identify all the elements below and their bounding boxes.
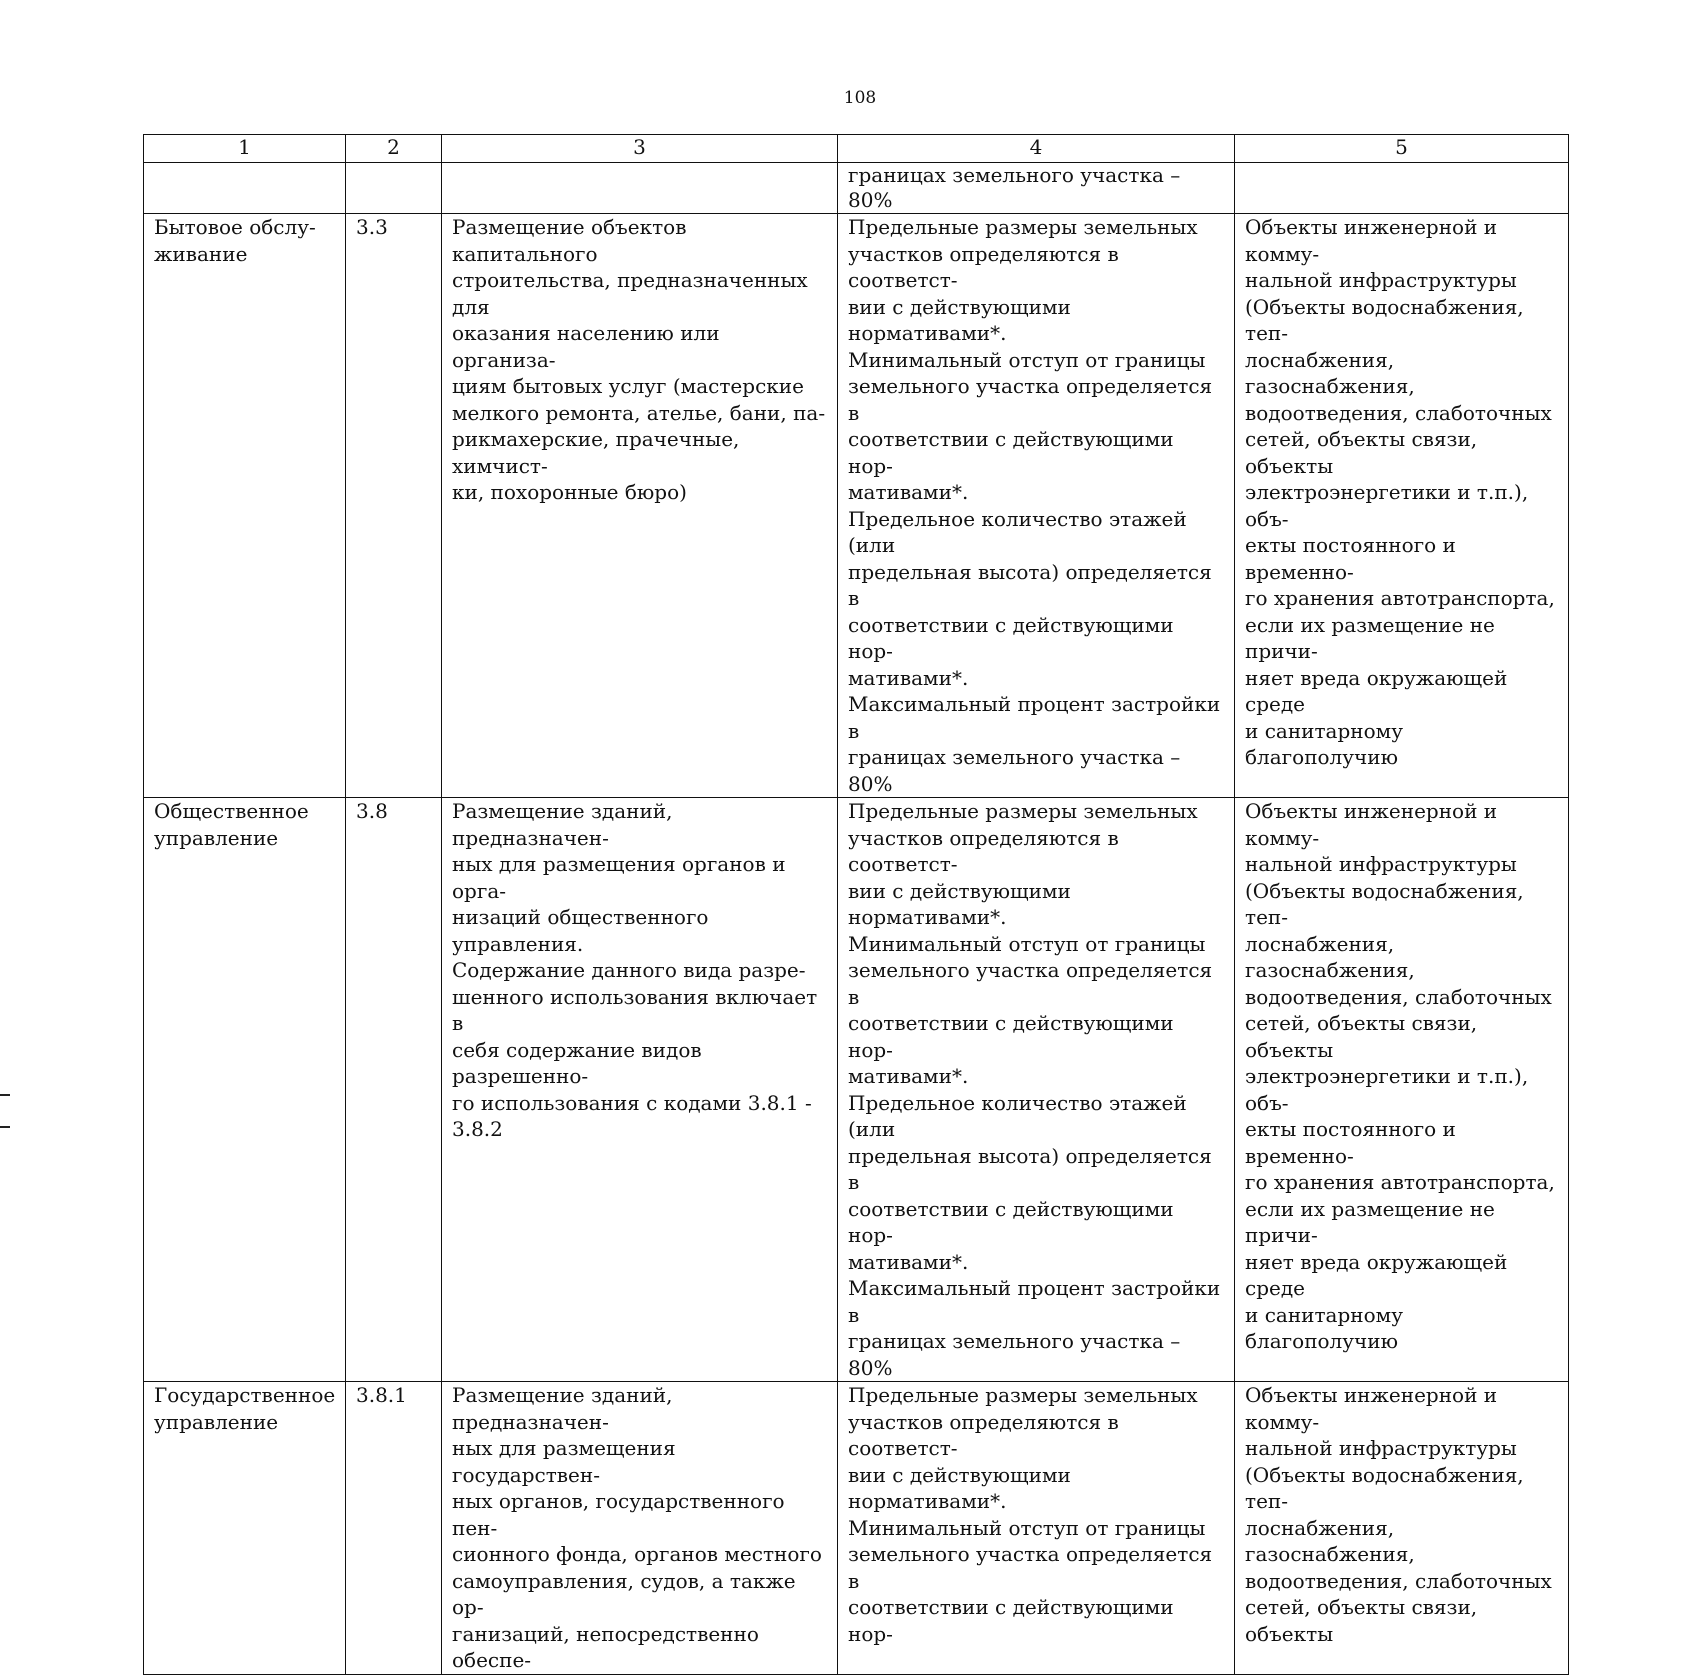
continuation-cell-3	[442, 163, 838, 214]
continuation-cell-1	[144, 163, 346, 214]
use-type-auxiliary: Объекты инженерной и комму- нальной инфраструктуры (Объекты водоснабжения, теп- лоснабжения, газоснабжения, водоотведения, слаботочных сетей, объекты связи, объекты электроэнергетики и т.п.), объ- екты постоянного и временно- го хранения автотранспорта, если их размещение не причи- няет вреда окружающей среде и санитарному благополучию	[1235, 798, 1569, 1382]
scan-margin-mark	[0, 1094, 10, 1096]
column-header-5: 5	[1235, 135, 1569, 163]
use-type-code: 3.8	[346, 798, 442, 1382]
continuation-cell-5	[1235, 163, 1569, 214]
column-header-row	[144, 135, 1569, 163]
use-type-code: 3.8.1	[346, 1382, 442, 1675]
use-type-auxiliary: Объекты инженерной и комму- нальной инфраструктуры (Объекты водоснабжения, теп- лоснабжения, газоснабжения, водоотведения, слаботочных сетей, объекты связи, объекты	[1235, 1382, 1569, 1675]
use-type-description: Размещение зданий, предназначен- ных для размещения государствен- ных органов, государственного пен- сионного фонда, органов местного самоуправления, судов, а также ор- ганизаций, непосредственно обеспе-	[442, 1382, 838, 1675]
use-type-name: Бытовое обслу- живание	[144, 214, 346, 798]
use-type-description: Размещение объектов капитального строительства, предназначенных для оказания населению или организа- циям бытовых услуг (мастерские мелкого ремонта, ателье, бани, па- рикмахерские, прачечные, химчист- ки, похоронные бюро)	[442, 214, 838, 798]
column-header-1: 1	[144, 135, 346, 163]
scan-margin-mark	[0, 1126, 10, 1128]
use-type-code: 3.3	[346, 214, 442, 798]
column-header-4: 4	[838, 135, 1235, 163]
use-type-auxiliary: Объекты инженерной и комму- нальной инфраструктуры (Объекты водоснабжения, теп- лоснабжения, газоснабжения, водоотведения, слаботочных сетей, объекты связи, объекты электроэнергетики и т.п.), объ- екты постоянного и временно- го хранения автотранспорта, если их размещение не причи- няет вреда окружающей среде и санитарному благополучию	[1235, 214, 1569, 798]
table-row	[144, 798, 1569, 1382]
column-header-2: 2	[346, 135, 442, 163]
use-type-parameters: Предельные размеры земельных участков определяются в соответст- вии с действующими нормативами*. Минимальный отступ от границы земельного участка определяется в соответствии с действующими нор- мативами*. Предельное количество этажей (или предельная высота) определяется в соответствии с действующими нор- мативами*. Максимальный процент застройки в границах земельного участка – 80%	[838, 214, 1235, 798]
table-row	[144, 1382, 1569, 1675]
use-type-description: Размещение зданий, предназначен- ных для размещения органов и орга- низаций общественного управления. Содержание данного вида разре- шенного использования включает в себя содержание видов разрешенно- го использования с кодами 3.8.1 - 3.8.2	[442, 798, 838, 1382]
page-number: 108	[843, 88, 877, 108]
continuation-cell-2	[346, 163, 442, 214]
use-type-parameters: Предельные размеры земельных участков определяются в соответст- вии с действующими нормативами*. Минимальный отступ от границы земельного участка определяется в соответствии с действующими нор-	[838, 1382, 1235, 1675]
continuation-cell-4: границах земельного участка – 80%	[838, 163, 1235, 214]
use-type-name: Общественное управление	[144, 798, 346, 1382]
land-use-table	[143, 134, 1569, 1675]
use-type-name: Государственное управление	[144, 1382, 346, 1675]
table-row	[144, 214, 1569, 798]
column-header-3: 3	[442, 135, 838, 163]
use-type-parameters: Предельные размеры земельных участков определяются в соответст- вии с действующими нормативами*. Минимальный отступ от границы земельного участка определяется в соответствии с действующими нор- мативами*. Предельное количество этажей (или предельная высота) определяется в соответствии с действующими нор- мативами*. Максимальный процент застройки в границах земельного участка – 80%	[838, 798, 1235, 1382]
continuation-row	[144, 163, 1569, 214]
